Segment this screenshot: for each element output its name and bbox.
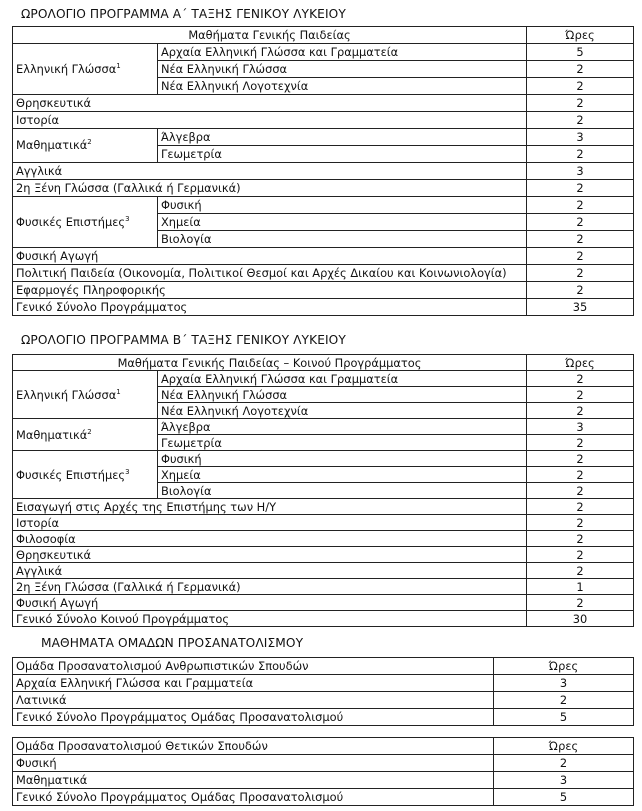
subject-name: Ιστορία [13, 515, 527, 531]
subject-hours: 2 [527, 197, 634, 214]
subject-name: Χημεία [158, 467, 527, 483]
subject-hours: 2 [527, 265, 634, 282]
subject-hours: 3 [527, 129, 634, 146]
subject-name: Εισαγωγή στις Αρχές της Επιστήμης των Η/Υ [13, 499, 527, 515]
subject-name: Νέα Ελληνική Λογοτεχνία [158, 403, 527, 419]
table-row [13, 248, 634, 265]
subject-name: Θρησκευτικά [13, 95, 527, 112]
subject-hours: 2 [527, 248, 634, 265]
subject-hours: 2 [527, 112, 634, 129]
subject-name: Φυσική [158, 197, 527, 214]
subject-hours: 2 [527, 531, 634, 547]
subject-hours: 2 [494, 692, 634, 709]
table-row [13, 499, 634, 515]
subject-name: Αρχαία Ελληνική Γλώσσα και Γραμματεία [13, 675, 494, 692]
subject-name: Φυσική Αγωγή [13, 595, 527, 611]
subject-name: Βιολογία [158, 231, 527, 248]
subject-name: Νέα Ελληνική Λογοτεχνία [158, 78, 527, 95]
subject-hours: 2 [527, 231, 634, 248]
subject-hours: 3 [527, 163, 634, 180]
table-header-row [13, 355, 634, 371]
humanities-group-table [12, 657, 634, 726]
subject-hours: 1 [527, 579, 634, 595]
subject-hours: 2 [527, 547, 634, 563]
table-row [13, 197, 634, 214]
subject-name: Βιολογία [158, 483, 527, 499]
total-label: Γενικό Σύνολο Προγράμματος Ομάδας Προσανατολισμού [13, 709, 494, 726]
total-hours: 5 [494, 709, 634, 726]
group-label-greek: Ελληνική Γλώσσα$^1$ [13, 371, 158, 419]
subject-name: Ιστορία [13, 112, 527, 129]
subject-name: Χημεία [158, 214, 527, 231]
table-row [13, 579, 634, 595]
table-row [13, 265, 634, 282]
section-b-title: ΩΡΟΛΟΓΙΟ ΠΡΟΓΡΑΜΜΑ Β΄ ΤΑΞΗΣ ΓΕΝΙΚΟΥ ΛΥΚΕΙΟΥ [21, 333, 346, 347]
subjects-header: Μαθήματα Γενικής Παιδείας [13, 27, 527, 44]
hours-header: Ώρες [494, 658, 634, 675]
subject-name: Γεωμετρία [158, 435, 527, 451]
total-row [13, 709, 634, 726]
subject-hours: 2 [527, 180, 634, 197]
table-header-row [13, 738, 634, 755]
table-row [13, 563, 634, 579]
group-label-science: Φυσικές Επιστήμες$^3$ [13, 451, 158, 499]
subject-name: Γεωμετρία [158, 146, 527, 163]
subject-name: Άλγεβρα [158, 419, 527, 435]
group-header: Ομάδα Προσανατολισμού Ανθρωπιστικών Σπουδών [13, 658, 494, 675]
subject-hours: 2 [527, 387, 634, 403]
subject-name: Αρχαία Ελληνική Γλώσσα και Γραμματεία [158, 371, 527, 387]
subject-name: Εφαρμογές Πληροφορικής [13, 282, 527, 299]
subject-name: Νέα Ελληνική Γλώσσα [158, 387, 527, 403]
table-row [13, 772, 634, 789]
subject-hours: 2 [527, 595, 634, 611]
subject-hours: 2 [527, 467, 634, 483]
subject-hours: 2 [527, 483, 634, 499]
section-a-title: ΩΡΟΛΟΓΙΟ ΠΡΟΓΡΑΜΜΑ Α΄ ΤΑΞΗΣ ΓΕΝΙΚΟΥ ΛΥΚΕΙΟΥ [21, 7, 346, 21]
subject-name: Αγγλικά [13, 563, 527, 579]
table-header-row [13, 658, 634, 675]
subject-name: Μαθηματικά [13, 772, 494, 789]
subject-name: 2η Ξένη Γλώσσα (Γαλλικά ή Γερμανικά) [13, 180, 527, 197]
total-hours: 35 [527, 299, 634, 316]
subject-hours: 2 [527, 499, 634, 515]
subject-hours: 2 [494, 755, 634, 772]
subject-hours: 3 [527, 419, 634, 435]
footnote-marker: 1 [116, 387, 121, 396]
subject-hours: 2 [527, 371, 634, 387]
subject-hours: 2 [527, 451, 634, 467]
table-row [13, 755, 634, 772]
footnote-marker: 3 [125, 214, 130, 223]
sciences-group-table [12, 737, 634, 806]
subject-name: Φυσική [13, 755, 494, 772]
subject-name: Θρησκευτικά [13, 547, 527, 563]
subject-hours: 2 [527, 435, 634, 451]
table-row [13, 419, 634, 435]
table-row [13, 44, 634, 61]
table-row [13, 95, 634, 112]
table-row [13, 515, 634, 531]
subject-hours: 2 [527, 282, 634, 299]
hours-header: Ώρες [527, 355, 634, 371]
hours-header: Ώρες [527, 27, 634, 44]
subject-hours: 2 [527, 515, 634, 531]
class-b-schedule-table [12, 354, 634, 627]
total-label: Γενικό Σύνολο Προγράμματος [13, 299, 527, 316]
table-row [13, 180, 634, 197]
subject-name: Άλγεβρα [158, 129, 527, 146]
footnote-marker: 2 [87, 427, 92, 436]
group-label-science: Φυσικές Επιστήμες$^3$ [13, 197, 158, 248]
table-row [13, 112, 634, 129]
table-row [13, 692, 634, 709]
subject-hours: 2 [527, 95, 634, 112]
subject-name: Φυσική [158, 451, 527, 467]
group-header: Ομάδα Προσανατολισμού Θετικών Σπουδών [13, 738, 494, 755]
table-row [13, 282, 634, 299]
subject-hours: 2 [527, 78, 634, 95]
subjects-header: Μαθήματα Γενικής Παιδείας – Κοινού Προγράμματος [13, 355, 527, 371]
total-hours: 30 [527, 611, 634, 627]
subject-name: 2η Ξένη Γλώσσα (Γαλλικά ή Γερμανικά) [13, 579, 527, 595]
subject-hours: 2 [527, 214, 634, 231]
table-row [13, 675, 634, 692]
subject-name: Φιλοσοφία [13, 531, 527, 547]
subject-name: Πολιτική Παιδεία (Οικονομία, Πολιτικοί Θεσμοί και Αρχές Δικαίου και Κοινωνιολογία) [13, 265, 527, 282]
subject-hours: 2 [527, 61, 634, 78]
subject-name: Αγγλικά [13, 163, 527, 180]
subject-hours: 3 [494, 772, 634, 789]
subject-hours: 2 [527, 146, 634, 163]
subject-name: Φυσική Αγωγή [13, 248, 527, 265]
footnote-marker: 2 [87, 138, 92, 147]
table-header-row [13, 27, 634, 44]
group-label-math: Μαθηματικά$^2$ [13, 419, 158, 451]
footnote-marker: 1 [116, 61, 121, 70]
hours-header: Ώρες [494, 738, 634, 755]
subject-hours: 2 [527, 563, 634, 579]
group-label-greek: Ελληνική Γλώσσα$^1$ [13, 44, 158, 95]
group-label-math: Μαθηματικά$^2$ [13, 129, 158, 163]
subject-name: Νέα Ελληνική Γλώσσα [158, 61, 527, 78]
table-row [13, 595, 634, 611]
subject-name: Αρχαία Ελληνική Γλώσσα και Γραμματεία [158, 44, 527, 61]
total-label: Γενικό Σύνολο Κοινού Προγράμματος [13, 611, 527, 627]
subject-hours: 3 [494, 675, 634, 692]
table-row [13, 531, 634, 547]
table-row [13, 451, 634, 467]
subject-hours: 5 [527, 44, 634, 61]
total-label: Γενικό Σύνολο Προγράμματος Ομάδας Προσανατολισμού [13, 789, 494, 806]
footnote-marker: 3 [125, 467, 130, 476]
total-row [13, 611, 634, 627]
total-row [13, 299, 634, 316]
total-hours: 5 [494, 789, 634, 806]
subject-name: Λατινικά [13, 692, 494, 709]
class-a-schedule-table [12, 26, 634, 316]
table-row [13, 371, 634, 387]
table-row [13, 129, 634, 146]
table-row [13, 163, 634, 180]
total-row [13, 789, 634, 806]
subject-hours: 2 [527, 403, 634, 419]
table-row [13, 547, 634, 563]
section-c-title: ΜΑΘΗΜΑΤΑ ΟΜΑΔΩΝ ΠΡΟΣΑΝΑΤΟΛΙΣΜΟΥ [41, 636, 304, 650]
